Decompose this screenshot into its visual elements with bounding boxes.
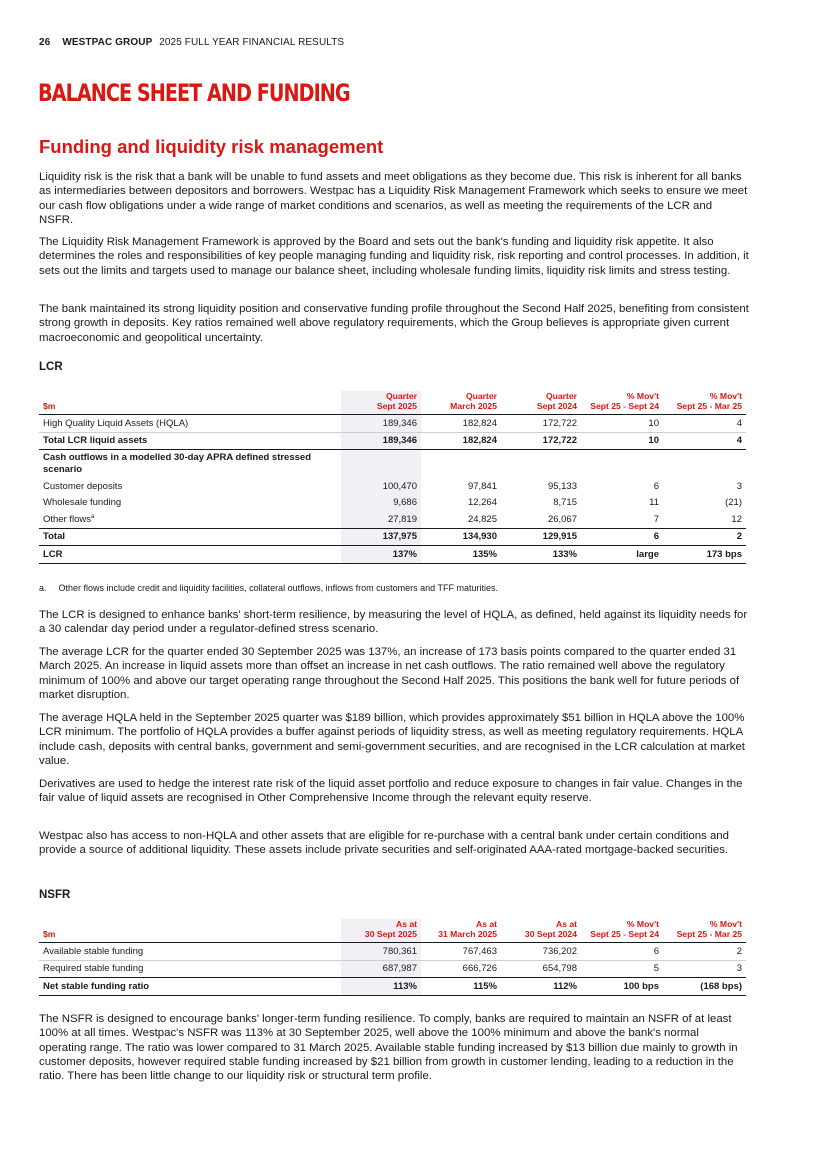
nsfr-header-col-4: % Mov't Sept 25 - Sept 24 xyxy=(590,919,659,939)
table-cell: 687,987 xyxy=(341,960,421,978)
lcr-paragraph-3: The average HQLA held in the September 2025 quarter was $189 billion, which provides approximately $51 billion in HQLA above the 100% LCR minimum. The portfolio of HQLA provides a buffer against periods of liquidity stress, as well as meeting regulatory requirements. HQLA include cash, deposits with central banks, government and semi-government securities, and are recognised in the LCR calculation at market value. xyxy=(39,712,745,767)
table-cell: 137,975 xyxy=(341,528,421,546)
intro-paragraph-2: The Liquidity Risk Management Framework is approved by the Board and sets out the bank's funding and liquidity risk appetite. It also determines the roles and responsibilities of key people managing funding and liquidity risk, risk reporting and control processes. In addition, it sets out the limits and targets used to manage our balance sheet, including wholesale funding limits, liquidity risk limits and stress testing. xyxy=(39,236,749,277)
table-cell xyxy=(501,450,581,479)
table-cell: 5 xyxy=(653,963,659,975)
table-cell: large xyxy=(581,546,663,564)
table-row xyxy=(39,960,746,978)
intro-paragraph-3: The bank maintained its strong liquidity position and conservative funding profile throughout the Second Half 2025, benefiting from consistent strong growth in deposits. Key ratios remained well above regulatory requirements, which the Group believes is appropriate given current macroeconomic and geopolitical uncertainty. xyxy=(39,303,749,344)
lcr-header-col-2: Quarter March 2025 xyxy=(450,391,497,411)
table-row xyxy=(39,528,746,546)
lcr-header-col-4: % Mov't Sept 25 - Sept 24 xyxy=(590,391,659,411)
table-cell xyxy=(581,450,663,479)
table-cell: 736,202 xyxy=(501,943,581,961)
lcr-header-col-1: Quarter Sept 2025 xyxy=(341,391,421,415)
table-cell: 129,915 xyxy=(501,528,581,546)
table-cell: 10 xyxy=(581,432,663,450)
table-row xyxy=(39,432,746,450)
table-cell: 9,686 xyxy=(341,495,421,512)
table-cell: 173 bps xyxy=(663,546,746,564)
table-cell: 172,722 xyxy=(501,415,581,433)
table-cell: 10 xyxy=(581,415,663,433)
table-cell: 4 xyxy=(663,432,746,450)
table-cell: 6 xyxy=(581,528,663,546)
lcr-header-units: $m xyxy=(43,401,56,411)
table-cell: 97,841 xyxy=(467,480,497,492)
nsfr-paragraph: The NSFR is designed to encourage banks' longer-term funding resilience. To comply, banks are required to maintain an NSFR of at least 100% at all times. Westpac's NSFR was 113% at 30 September 2025, well above the 100% minimum and above the bank's normal operating range. The ratio was lower compared to 31 March 2025. Available stable funding increased by $13 billion due mainly to growth in customer deposits, however required stable funding increased by $21 billion from growth in customer lending, leading to a reduction in the ratio. There has been little change to our liquidity risk or structural term profile. xyxy=(39,1013,738,1083)
table-cell: (21) xyxy=(725,497,742,509)
row-label: Total LCR liquid assets xyxy=(39,432,341,450)
table-cell xyxy=(663,450,746,479)
table-cell: 6 xyxy=(653,480,659,492)
table-cell: 27,819 xyxy=(341,511,421,528)
row-label: Other flows$^a$ xyxy=(43,513,95,525)
table-cell: 8,715 xyxy=(553,497,577,509)
table-cell: 113% xyxy=(341,978,421,996)
table-cell: 182,824 xyxy=(421,415,501,433)
table-cell: 666,726 xyxy=(462,963,497,975)
table-cell: 11 xyxy=(649,497,659,509)
table-cell: 2 xyxy=(663,943,746,961)
table-cell: 95,133 xyxy=(547,480,577,492)
lcr-label: LCR xyxy=(39,361,63,373)
table-cell: 12,264 xyxy=(467,497,497,509)
table-cell: 4 xyxy=(663,415,746,433)
table-row xyxy=(39,511,746,528)
row-label: LCR xyxy=(39,546,341,564)
nsfr-table xyxy=(39,919,746,996)
company-name: WESTPAC GROUP xyxy=(62,37,153,48)
table-cell: 780,361 xyxy=(341,943,421,961)
row-label: Available stable funding xyxy=(39,943,341,961)
row-label: High Quality Liquid Assets (HQLA) xyxy=(39,415,341,433)
table-cell: 182,824 xyxy=(421,432,501,450)
table-cell: 112% xyxy=(501,978,581,996)
row-label: Customer deposits xyxy=(43,480,123,492)
table-cell: 767,463 xyxy=(421,943,501,961)
table-row xyxy=(39,478,746,495)
row-label: Net stable funding ratio xyxy=(39,978,341,996)
table-cell: 2 xyxy=(663,528,746,546)
nsfr-label: NSFR xyxy=(39,889,71,901)
nsfr-header-col-5: % Mov't Sept 25 - Mar 25 xyxy=(676,919,742,939)
row-label: Total xyxy=(39,528,341,546)
lcr-paragraph-1: The LCR is designed to enhance banks' short-term resilience, by measuring the level of HQLA, as defined, held against its liquidity needs for a 30 calendar day period under a regulator-defined stress scenario. xyxy=(39,609,748,636)
nsfr-header-col-3: As at 30 Sept 2024 xyxy=(524,919,577,939)
lcr-header-col-5: % Mov't Sept 25 - Mar 25 xyxy=(676,391,742,411)
row-label: Required stable funding xyxy=(43,963,144,975)
table-cell: 24,825 xyxy=(467,513,497,525)
row-label: Wholesale funding xyxy=(43,497,122,509)
lcr-paragraph-2: The average LCR for the quarter ended 30 September 2025 was 137%, an increase of 173 basis points compared to the quarter ended 31 March 2025. An increase in liquid assets more than offset an increase in net cash outflows. The ratio remained well above the regulatory minimum of 100% and above our target operating range throughout the Second Half 2025. This positions the bank well for future periods of market disruption. xyxy=(39,646,740,701)
table-cell: 6 xyxy=(581,943,663,961)
section-title: BALANCE SHEET AND FUNDING xyxy=(38,79,350,107)
table-cell: 133% xyxy=(501,546,581,564)
table-cell: 3 xyxy=(736,480,742,492)
lcr-header-row xyxy=(39,391,746,415)
row-label: Cash outflows in a modelled 30-day APRA defined stressed scenario xyxy=(43,452,311,475)
nsfr-header-row xyxy=(39,919,746,943)
footnote-marker: a xyxy=(91,513,95,520)
table-cell: 135% xyxy=(421,546,501,564)
table-cell: 189,346 xyxy=(341,415,421,433)
table-row xyxy=(39,415,746,433)
lcr-header-col-3: Quarter Sept 2024 xyxy=(536,391,577,411)
page-number: 26 xyxy=(39,37,51,48)
nsfr-header-col-1: As at 30 Sept 2025 xyxy=(341,919,421,943)
table-cell: 100,470 xyxy=(341,478,421,495)
lcr-table xyxy=(39,391,746,564)
table-row xyxy=(39,495,746,512)
table-cell: 654,798 xyxy=(542,963,577,975)
page-heading: Funding and liquidity risk management xyxy=(39,136,384,157)
table-cell: 115% xyxy=(421,978,501,996)
table-cell: 172,722 xyxy=(501,432,581,450)
table-cell xyxy=(341,450,421,479)
table-row xyxy=(39,943,746,961)
document-name: 2025 FULL YEAR FINANCIAL RESULTS xyxy=(159,37,345,48)
table-row xyxy=(39,978,746,996)
table-cell: 12 xyxy=(731,513,742,525)
lcr-paragraph-4: Derivatives are used to hedge the interest rate risk of the liquid asset portfolio and reduce exposure to changes in fair value. Changes in the fair value of liquid assets are recognised in Other Comprehensive Income through the relevant equity reserve. xyxy=(39,778,743,805)
intro-paragraph-1: Liquidity risk is the risk that a bank will be unable to fund assets and meet obligations as they become due. This risk is inherent for all banks as intermediaries between depositors and borrowers. Westpac has a Liquidity Risk Management Framework which seeks to ensure we meet our cash flow obligations under a wide range of market conditions and scenarios, as well as meeting the requirements of the LCR and NSFR. xyxy=(39,171,748,226)
table-cell: 7 xyxy=(653,513,659,525)
footnote: a. Other flows include credit and liquidity facilities, collateral outflows, inflows from customers and TFF maturities. xyxy=(39,583,499,593)
table-cell xyxy=(421,450,501,479)
nsfr-header-col-2: As at 31 March 2025 xyxy=(438,919,497,939)
table-cell: 3 xyxy=(736,963,742,975)
table-cell: 134,930 xyxy=(421,528,501,546)
lcr-paragraph-5: Westpac also has access to non-HQLA and other assets that are eligible for re-purchase with a central bank under certain conditions and provide a source of additional liquidity. These assets include private securities and self-originated AAA-rated mortgage-backed securities. xyxy=(39,830,729,857)
table-cell: 137% xyxy=(341,546,421,564)
table-cell: 189,346 xyxy=(341,432,421,450)
page-header xyxy=(39,37,344,48)
table-cell: (168 bps) xyxy=(663,978,746,996)
table-cell: 26,067 xyxy=(547,513,577,525)
nsfr-header-units: $m xyxy=(43,929,56,939)
table-row xyxy=(39,450,746,479)
table-row xyxy=(39,546,746,564)
table-cell: 100 bps xyxy=(581,978,663,996)
